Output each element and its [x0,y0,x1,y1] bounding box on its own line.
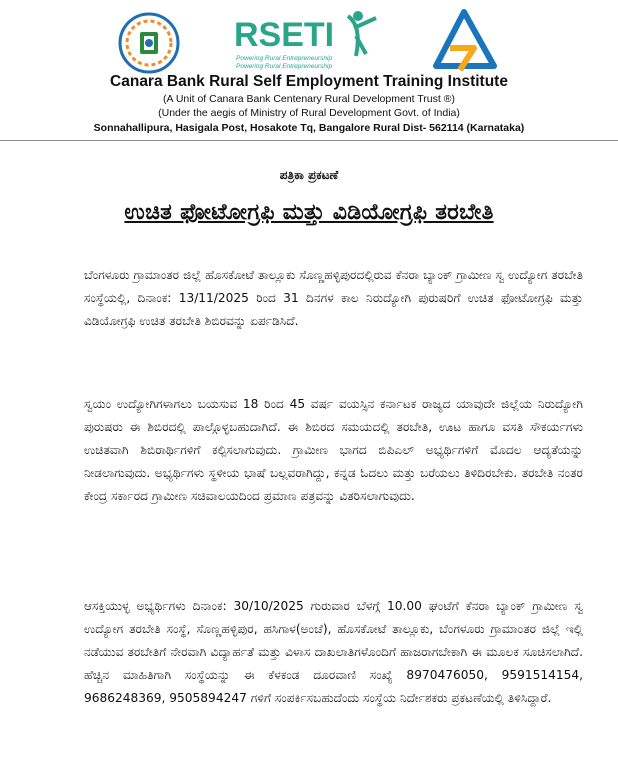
paragraph-1: ಬೆಂಗಳೂರು ಗ್ರಾಮಾಂತರ ಜಿಲ್ಲೆ ಹೊಸಕೋಟೆ ತಾಲ್ಲೂಕು ಸೊಣ್ಣಹಳ್ಳಿಪುರದಲ್ಲಿರುವ ಕೆನರಾ ಬ್ಯಾಂಕ್ ಗ್ರಾಮೀಣ ಸ್ವ ಉದ್ಯೋಗ ತರಬೇತಿ ಸಂಸ್ಥೆಯಲ್ಲಿ, ದಿನಾಂಕ: 13/11/2025 ರಿಂದ 31 ದಿನಗಳ ಕಾಲ ನಿರುದ್ಯೋಗಿ ಪುರುಷರಿಗೆ ಉಚಿತ ಫೋಟೋಗ್ರಫಿ ಮತ್ತು ವಿಡಿಯೋಗ್ರಫಿ ಉಚಿತ ತರಬೇತಿ ಶಿಬಿರವನ್ನು ಏರ್ಪಡಿಸಿದೆ. [84,268,583,328]
header-divider [0,140,618,141]
aegis-line: (Under the aegis of Ministry of Rural Development Govt. of India) [158,107,460,119]
letterhead [0,0,618,140]
press-release-label: ಪತ್ರಿಕಾ ಪ್ರಕಟಣೆ [279,168,339,182]
address-line: Sonnahallipura, Hasigala Post, Hosakote Tq, Bangalore Rural Dist- 562114 (Karnataka) [93,122,525,134]
page-title: ಉಚಿತ ಫೋಟೋಗ್ರಫಿ ಮತ್ತು ವಿಡಿಯೋಗ್ರಫಿ ತರಬೇತಿ [124,200,494,225]
unit-line: (A Unit of Canara Bank Centenary Rural Development Trust ®) [163,93,455,105]
paragraph-3: ಆಸಕ್ತಿಯುಳ್ಳ ಅಭ್ಯರ್ಥಿಗಳು ದಿನಾಂಕ: 30/10/2025 ಗುರುವಾರ ಬೆಳಗ್ಗೆ 10.00 ಘಂಟೆಗೆ ಕೆನರಾ ಬ್ಯಾಂಕ್ ಗ್ರಾಮೀಣ ಸ್ವ ಉದ್ಯೋಗ ತರಬೇತಿ ಸಂಸ್ಥೆ, ಸೊಣ್ಣಹಳ್ಳಿಪುರ, ಹಸಿಗಾಳ(ಅಂಚೆ), ಹೊಸಕೋಟೆ ತಾಲ್ಲೂಕು, ಬೆಂಗಳೂರು ಗ್ರಾಮಾಂತರ ಜಿಲ್ಲೆ ಇಲ್ಲಿ ನಡೆಯುವ ತರಬೇತಿಗೆ ನೇರವಾಗಿ ವಿದ್ಯಾರ್ಹತೆ ಮತ್ತು ವಿಳಾಸ ದಾಖಲಾತಿಗಳೊಂದಿಗೆ ಹಾಜರಾಗಬೇಕಾಗಿ ಈ ಮೂಲಕ ಸೂಚಿಸಲಾಗಿದೆ. ಹೆಚ್ಚಿನ ಮಾಹಿತಿಗಾಗಿ ಸಂಸ್ಥೆಯನ್ನು ಈ ಕೆಳಕಂಡ ದೂರವಾಣಿ ಸಂಖ್ಯೆ 8970476050, 9591514154, 9686248369, 9505894247 ಗಳಿಗೆ ಸಂಪರ್ಕಿಸಬಹುದೆಂದು ಸಂಸ್ಥೆಯ ನಿರ್ದೇಶಕರು ಪ್ರಕಟಣೆಯಲ್ಲಿ ತಿಳಿಸಿದ್ದಾರೆ. [84,599,583,705]
canara-triangle-icon [430,8,500,74]
rseti-logo-text: RSETI [234,16,335,54]
paragraph-2: ಸ್ವಯಂ ಉದ್ಯೋಗಿಗಳಾಗಲು ಬಯಸುವ 18 ರಿಂದ 45 ವರ್ಷ ವಯಸ್ಸಿನ ಕರ್ನಾಟಕ ರಾಜ್ಯದ ಯಾವುದೇ ಜಿಲ್ಲೆಯ ನಿರುದ್ಯೋಗಿ ಪುರುಷರು ಈ ಶಿಬಿರದಲ್ಲಿ ಪಾಲ್ಗೊಳ್ಳಬಹುದಾಗಿದೆ. ಈ ಶಿಬಿರದ ಸಮಯದಲ್ಲಿ ತರಬೇತಿ, ಊಟ ಹಾಗೂ ವಸತಿ ಸೌಕರ್ಯಗಳು ಉಚಿತವಾಗಿ ಶಿಬಿರಾರ್ಥಿಗಳಿಗೆ ಕಲ್ಪಿಸಲಾಗುವುದು. ಗ್ರಾಮೀಣ ಭಾಗದ ಬಿಪಿಎಲ್ ಅಭ್ಯರ್ಥಿಗಳಿಗೆ ಮೊದಲ ಆದ್ಯತೆಯನ್ನು ನೀಡಲಾಗುವುದು. ಅಭ್ಯರ್ಥಿಗಳು ಸ್ಥಳೀಯ ಭಾಷೆ ಬಲ್ಲವರಾಗಿದ್ದು, ಕನ್ನಡ ಓದಲು ಮತ್ತು ಬರೆಯಲು ತಿಳಿದಿರಬೇಕು. ತರಬೇತಿ ನಂತರ ಕೇಂದ್ರ ಸರ್ಕಾರದ ಗ್ರಾಮೀಣ ಸಚಿವಾಲಯದಿಂದ ಪ್ರಮಾಣ ಪತ್ರವನ್ನು ವಿತರಿಸಲಾಗುವುದು. [84,397,583,503]
ashoka-emblem-icon [118,12,180,74]
institute-name: Canara Bank Rural Self Employment Training Institute [110,73,508,90]
rseti-tagline-2: Powering Rural Entrepreneurship [236,63,333,70]
rseti-tagline: Powering Rural Entrepreneurship [236,55,333,62]
rseti-logo [230,6,390,72]
